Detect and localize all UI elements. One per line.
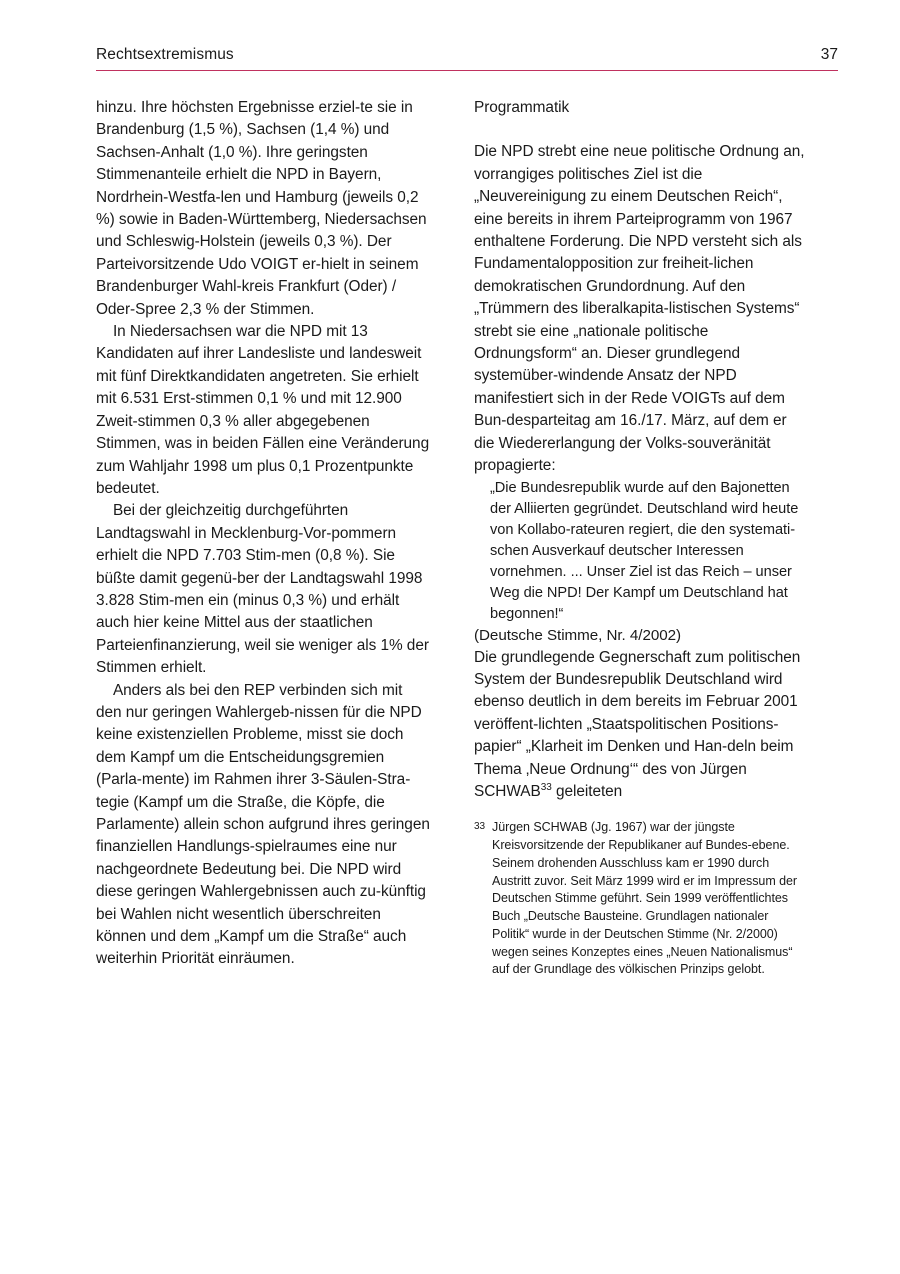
paragraph-tail: geleiteten [551, 782, 623, 800]
page-number: 37 [820, 46, 838, 63]
paragraph: hinzu. Ihre höchsten Ergebnisse erziel-te sie in Brandenburg (1,5 %), Sachsen (1,4 %) und Sachsen-Anhalt (1,0 %). Ihre geringsten Stimmenanteile erhielt die NPD in Bayern, Nordrhein-Westfa-len und Hamburg (jeweils 0,2 %) sowie in Baden-Württemberg, Niedersachsen und Schleswig-Holstein (jeweils 0,3 %). Der Parteivorsitzende Udo VOIGT er-hielt in seinem Brandenburger Wahl-kreis Frankfurt (Oder) / Oder-Spree 2,3 % der Stimmen. [96, 99, 427, 318]
left-column [96, 97, 430, 971]
running-title: Rechtsextremismus [96, 46, 234, 63]
paragraph: Die NPD strebt eine neue politische Ordnung an, vorrangiges politisches Ziel ist die „Neuvereinigung zu einem Deutschen Reich“, eine bereits in ihrem Parteiprogramm von 1967 enthaltene Forderung. Die NPD versteht sich als Fundamentalopposition zur freiheit-lichen demokratischen Grundordnung. Auf den „Trümmern des liberalkapita-listischen Systems“ strebt sie eine „nationale politische Ordnungsform“ an. Dieser grundlegend systemüber-windende Ansatz der NPD manifestiert sich in der Rede VOIGTs auf dem Bun-desparteitag am 16./17. März, auf dem er die Wiedererlangung der Volks-souveränität propagierte: [474, 143, 805, 475]
paragraph: Anders als bei den REP verbinden sich mit den nur geringen Wahlergeb-nissen für die NPD keine existenziellen Probleme, misst sie doch dem Kampf um die Entscheidungsgremien (Parla-mente) im Rahmen ihrer 3-Säulen-Stra-tegie (Kampf um die Straße, die Köpfe, die Parlamente) allein schon aufgrund ihres geringen finanziellen Handlungs-spielraumes eine nur nachgeordnete Bedeutung bei. Die NPD wird diese geringen Wahlergebnissen auch zu-künftig bei Wahlen nicht wesentlich überschreiten können und dem „Kampf um die Straße“ auch weiterhin Priorität einräumen. [96, 681, 430, 968]
right-column [474, 97, 808, 979]
paragraph: Bei der gleichzeitig durchgeführten Landtagswahl in Mecklenburg-Vor-pommern erhielt die NPD 7.703 Stim-men (0,8 %). Sie büßte damit gegenü-ber der Landtagswahl 1998 3.828 Stim-men ein (minus 0,3 %) und erhält auch hier keine Mittel aus der staatlichen Parteienfinanzierung, weil sie weniger als 1% der Stimmen erhielt. [96, 502, 429, 677]
spacer [474, 119, 808, 141]
two-column-body [96, 97, 838, 979]
footnote-marker: 33 [474, 821, 486, 833]
section-heading: Programmatik [474, 99, 570, 116]
quote-source: (Deutsche Stimme, Nr. 4/2002) [474, 626, 682, 644]
footnote-text: Jürgen SCHWAB (Jg. 1967) war der jüngste Kreisvorsitzende der Republikaner auf Bundes-ebene. Seinem drohenden Ausschluss kam er 1990 durch Austritt zuvor. Seit März 1999 wird er im Impressum der Deutschen Stimme geführt. Sein 1999 veröffentlichtes Buch „Deutsche Bausteine. Grundlagen nationaler Politik“ wurde in der Deutschen Stimme (Nr. 2/2000) wegen seines Konzeptes eines „Neuen Nationalismus“ auf der Grundlage des völkischen Prinzips gelobt. [492, 820, 798, 977]
block-quote: „Die Bundesrepublik wurde auf den Bajonetten der Alliierten gegründet. Deutschland wird heute von Kollabo-rateuren regiert, die den systemati-schen Ausverkauf deutscher Interessen vornehmen. ... Unser Ziel ist das Reich – unser Weg die NPD! Der Kampf um Deutschland hat begonnen!“ [490, 479, 799, 622]
footnote [474, 819, 808, 979]
paragraph: In Niedersachsen war die NPD mit 13 Kandidaten auf ihrer Landesliste und landesweit mit fünf Direktkandidaten angetreten. Sie erhielt mit 6.531 Erst-stimmen 0,1 % und mit 12.900 Zweit-stimmen 0,3 % aller abgegebenen Stimmen, was in beiden Fällen eine Veränderung zum Wahljahr 1998 um plus 0,1 Prozentpunkte bedeutet. [96, 323, 430, 497]
page-header [96, 46, 838, 71]
paragraph-with-footnote [474, 647, 808, 804]
footnote-reference[interactable]: 33 [540, 781, 552, 793]
paragraph-text: Die grundlegende Gegnerschaft zum politischen System der Bundesrepublik Deutschland wird ebenso deutlich in dem bereits im Februar 2001 veröffent-lichten „Staatspolitischen Positions-papier“ „Klarheit im Denken und Han-deln beim Thema ‚Neue Ordnung‘“ des von Jürgen SCHWAB [474, 648, 801, 800]
